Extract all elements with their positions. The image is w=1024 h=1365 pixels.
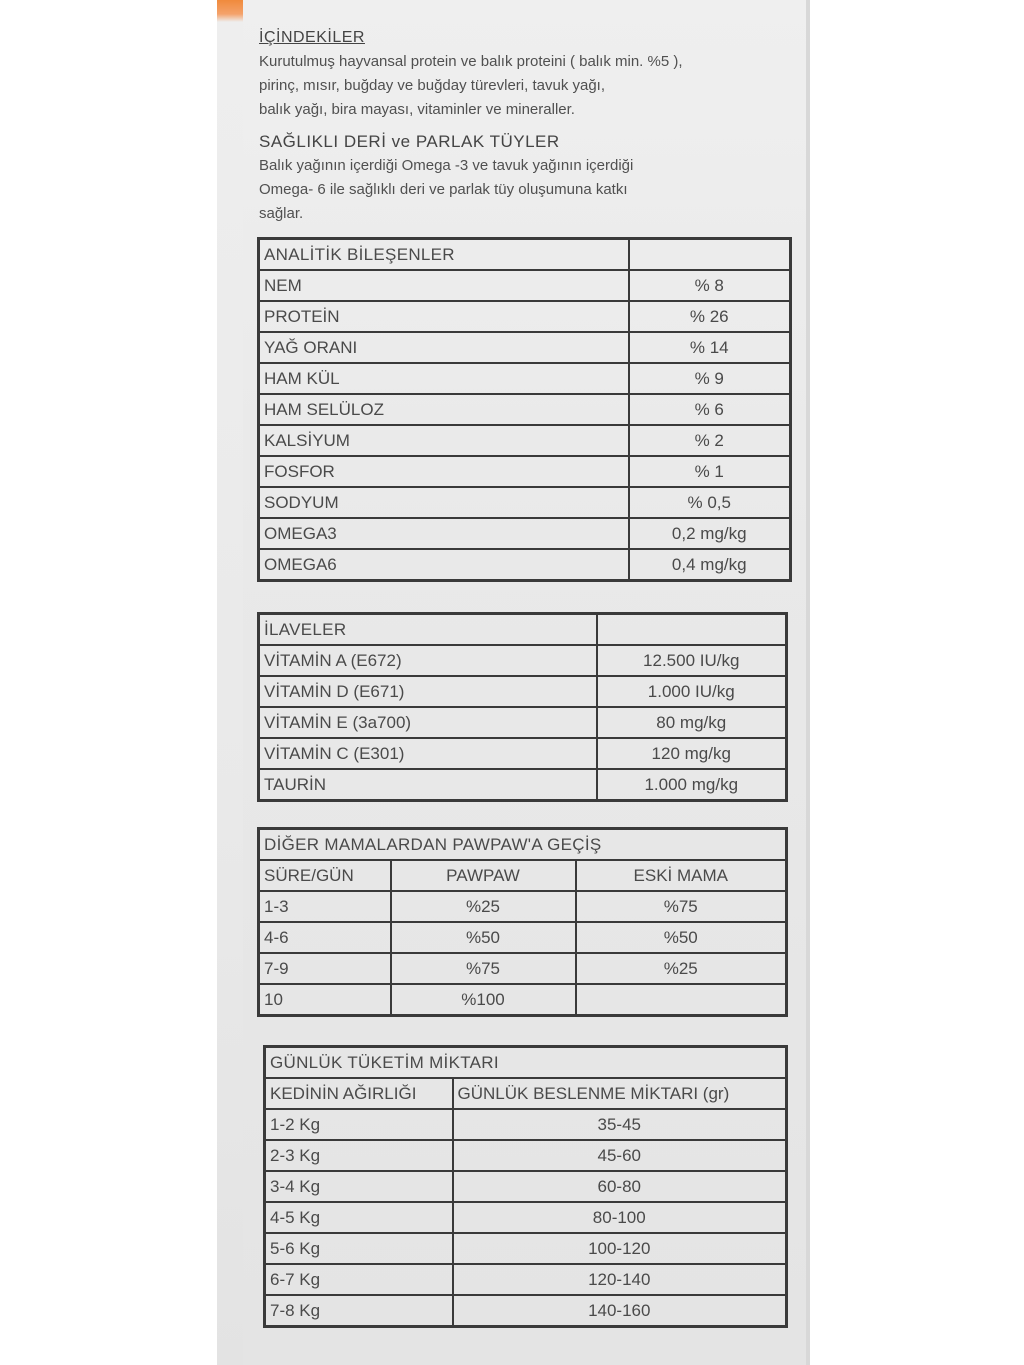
analytic-row bbox=[259, 394, 791, 425]
analytic-header: ANALİTİK BİLEŞENLER bbox=[259, 239, 629, 271]
daily-amount: 100-120 bbox=[453, 1233, 787, 1264]
analytic-value: % 8 bbox=[629, 270, 791, 301]
transition-days: 1-3 bbox=[259, 891, 391, 922]
bag-edge bbox=[806, 0, 810, 1365]
daily-col-amount: GÜNLÜK BESLENME MİKTARI (gr) bbox=[453, 1078, 787, 1109]
label-panel bbox=[243, 0, 806, 1365]
analytic-value: % 0,5 bbox=[629, 487, 791, 518]
additive-row bbox=[259, 707, 787, 738]
daily-table bbox=[263, 1045, 788, 1328]
transition-header: DİĞER MAMALARDAN PAWPAW'A GEÇİŞ bbox=[259, 829, 787, 861]
additive-row bbox=[259, 676, 787, 707]
analytic-row bbox=[259, 456, 791, 487]
daily-col-weight: KEDİNİN AĞIRLIĞI bbox=[265, 1078, 453, 1109]
analytic-value: % 26 bbox=[629, 301, 791, 332]
daily-row bbox=[265, 1233, 787, 1264]
daily-amount: 120-140 bbox=[453, 1264, 787, 1295]
transition-row bbox=[259, 984, 787, 1016]
transition-col-duration: SÜRE/GÜN bbox=[259, 860, 391, 891]
additive-value: 1.000 IU/kg bbox=[597, 676, 787, 707]
analytic-name: PROTEİN bbox=[259, 301, 629, 332]
analytic-table bbox=[257, 237, 792, 582]
additive-value: 80 mg/kg bbox=[597, 707, 787, 738]
transition-row bbox=[259, 891, 787, 922]
analytic-name: KALSİYUM bbox=[259, 425, 629, 456]
daily-weight: 3-4 Kg bbox=[265, 1171, 453, 1202]
daily-row bbox=[265, 1171, 787, 1202]
transition-old: %75 bbox=[576, 891, 787, 922]
transition-days: 10 bbox=[259, 984, 391, 1016]
additive-name: VİTAMİN A (E672) bbox=[259, 645, 597, 676]
daily-columns-row bbox=[265, 1078, 787, 1109]
analytic-row bbox=[259, 487, 791, 518]
transition-old: %25 bbox=[576, 953, 787, 984]
ingredients-section bbox=[259, 26, 799, 226]
daily-weight: 2-3 Kg bbox=[265, 1140, 453, 1171]
analytic-value: % 6 bbox=[629, 394, 791, 425]
analytic-row bbox=[259, 332, 791, 363]
analytic-row bbox=[259, 270, 791, 301]
ingredients-line: balık yağı, bira mayası, vitaminler ve mineraller. bbox=[259, 101, 575, 118]
transition-days: 7-9 bbox=[259, 953, 391, 984]
skin-coat-line: sağlar. bbox=[259, 205, 304, 222]
analytic-value: 0,4 mg/kg bbox=[629, 549, 791, 581]
transition-old: %50 bbox=[576, 922, 787, 953]
ingredients-line: Kurutulmuş hayvansal protein ve balık proteini ( balık min. %5 ), bbox=[259, 53, 683, 70]
transition-pawpaw: %50 bbox=[391, 922, 576, 953]
additive-value: 1.000 mg/kg bbox=[597, 769, 787, 801]
additive-name: TAURİN bbox=[259, 769, 597, 801]
additive-name: VİTAMİN C (E301) bbox=[259, 738, 597, 769]
daily-amount: 35-45 bbox=[453, 1109, 787, 1140]
daily-row bbox=[265, 1109, 787, 1140]
transition-pawpaw: %25 bbox=[391, 891, 576, 922]
additive-row bbox=[259, 645, 787, 676]
daily-weight: 4-5 Kg bbox=[265, 1202, 453, 1233]
analytic-value: % 9 bbox=[629, 363, 791, 394]
analytic-row bbox=[259, 425, 791, 456]
analytic-header-blank bbox=[629, 239, 791, 271]
daily-amount: 140-160 bbox=[453, 1295, 787, 1327]
transition-row bbox=[259, 953, 787, 984]
daily-amount: 80-100 bbox=[453, 1202, 787, 1233]
additives-header-blank bbox=[597, 614, 787, 646]
analytic-name: NEM bbox=[259, 270, 629, 301]
analytic-value: % 1 bbox=[629, 456, 791, 487]
analytic-name: HAM KÜL bbox=[259, 363, 629, 394]
transition-col-old-food: ESKİ MAMA bbox=[576, 860, 787, 891]
daily-amount: 60-80 bbox=[453, 1171, 787, 1202]
analytic-name: YAĞ ORANI bbox=[259, 332, 629, 363]
daily-weight: 7-8 Kg bbox=[265, 1295, 453, 1327]
analytic-name: OMEGA3 bbox=[259, 518, 629, 549]
transition-table bbox=[257, 827, 788, 1017]
daily-amount: 45-60 bbox=[453, 1140, 787, 1171]
transition-pawpaw: %100 bbox=[391, 984, 576, 1016]
additive-name: VİTAMİN D (E671) bbox=[259, 676, 597, 707]
transition-pawpaw: %75 bbox=[391, 953, 576, 984]
skin-coat-line: Balık yağının içerdiği Omega -3 ve tavuk yağının içerdiği bbox=[259, 157, 634, 174]
analytic-row bbox=[259, 363, 791, 394]
transition-col-pawpaw: PAWPAW bbox=[391, 860, 576, 891]
transition-old bbox=[576, 984, 787, 1016]
daily-row bbox=[265, 1140, 787, 1171]
additives-header-row bbox=[259, 614, 787, 646]
additive-value: 12.500 IU/kg bbox=[597, 645, 787, 676]
ingredients-title: İÇİNDEKİLER bbox=[259, 29, 365, 46]
daily-weight: 5-6 Kg bbox=[265, 1233, 453, 1264]
additive-row bbox=[259, 738, 787, 769]
transition-header-row bbox=[259, 829, 787, 861]
ingredients-line: pirinç, mısır, buğday ve buğday türevleri, tavuk yağı, bbox=[259, 77, 606, 94]
additive-value: 120 mg/kg bbox=[597, 738, 787, 769]
transition-days: 4-6 bbox=[259, 922, 391, 953]
daily-row bbox=[265, 1295, 787, 1327]
daily-header-row bbox=[265, 1047, 787, 1079]
additive-row bbox=[259, 769, 787, 801]
analytic-value: % 14 bbox=[629, 332, 791, 363]
additives-table bbox=[257, 612, 788, 802]
daily-row bbox=[265, 1264, 787, 1295]
daily-header: GÜNLÜK TÜKETİM MİKTARI bbox=[265, 1047, 787, 1079]
daily-weight: 1-2 Kg bbox=[265, 1109, 453, 1140]
skin-coat-line: Omega- 6 ile sağlıklı deri ve parlak tüy oluşumuna katkı bbox=[259, 181, 628, 198]
additive-name: VİTAMİN E (3a700) bbox=[259, 707, 597, 738]
daily-row bbox=[265, 1202, 787, 1233]
analytic-name: OMEGA6 bbox=[259, 549, 629, 581]
analytic-header-row bbox=[259, 239, 791, 271]
transition-columns-row bbox=[259, 860, 787, 891]
analytic-row bbox=[259, 518, 791, 549]
analytic-value: 0,2 mg/kg bbox=[629, 518, 791, 549]
daily-weight: 6-7 Kg bbox=[265, 1264, 453, 1295]
analytic-row bbox=[259, 549, 791, 581]
analytic-name: HAM SELÜLOZ bbox=[259, 394, 629, 425]
analytic-value: % 2 bbox=[629, 425, 791, 456]
analytic-row bbox=[259, 301, 791, 332]
skin-coat-title: SAĞLIKLI DERİ ve PARLAK TÜYLER bbox=[259, 132, 560, 151]
transition-row bbox=[259, 922, 787, 953]
analytic-name: FOSFOR bbox=[259, 456, 629, 487]
additives-header: İLAVELER bbox=[259, 614, 597, 646]
analytic-name: SODYUM bbox=[259, 487, 629, 518]
